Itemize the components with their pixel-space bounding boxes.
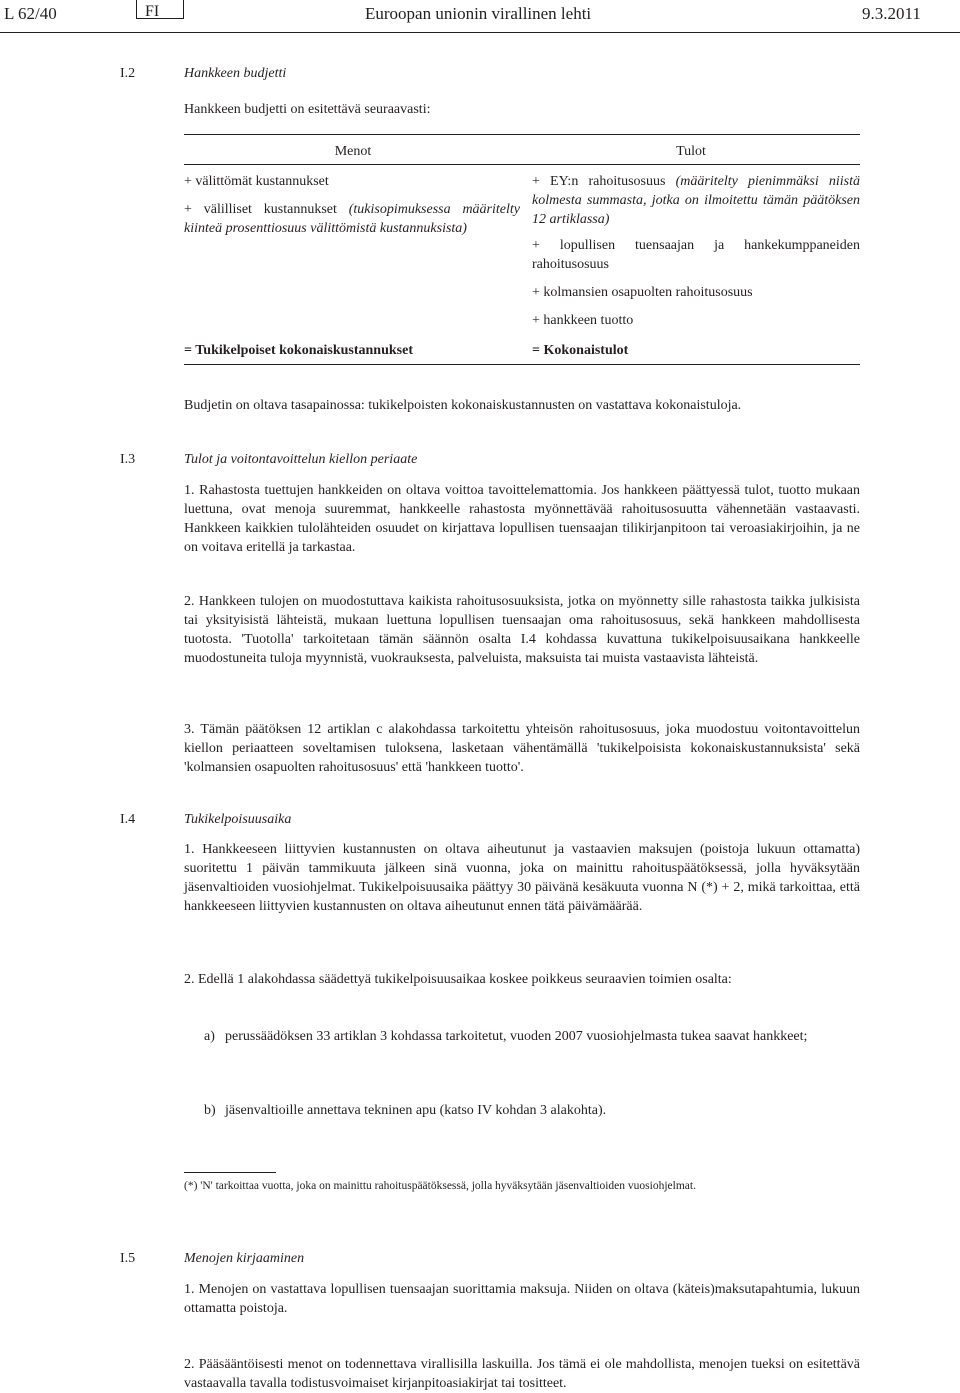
paragraph: 2. Edellä 1 alakohdassa säädettyä tukikelpoisuusaikaa koskee poikkeus seuraavien toimien osalta:: [184, 972, 732, 987]
expense-item: + välittömät kustannukset: [184, 174, 329, 189]
section-title: Menojen kirjaaminen: [184, 1251, 305, 1266]
language-badge: [136, 0, 184, 19]
expense-item: + välilliset kustannukset (tukisopimuksessa määritelty kiinteä prosenttiosuus välittömistä kustannuksista): [184, 202, 520, 236]
total-expenses: = Tukikelpoiset kokonaiskustannukset: [184, 343, 413, 358]
header-rule: [0, 32, 960, 33]
language-code: FI: [145, 3, 160, 20]
section-number: I.2: [120, 66, 136, 81]
income-item: + hankkeen tuotto: [532, 313, 634, 328]
section-title: Hankkeen budjetti: [184, 66, 287, 81]
page-reference: L 62/40: [4, 4, 57, 23]
section-title: Tukikelpoisuusaika: [184, 812, 292, 827]
paragraph: 1. Rahastosta tuettujen hankkeiden on oltava voittoa tavoittelemattomia. Jos hankkeen päättyessä tulot, tuotto mukaan luettuna, ovat menoja suuremmat, hankkeelle rahastosta myönnettävää rahoitusosuutta vähennetään vastaavasti. Hankkeen kaikkien tulolähteiden osuudet on kirjattava lopullisen tuensaajan tilikirjanpitoon tai veroasiakirjoihin, ja ne on voitava eritellä ja tarkastaa.: [184, 483, 860, 555]
section-number: I.5: [120, 1251, 136, 1266]
paragraph: 2. Hankkeen tulojen on muodostuttava kaikista rahoitusosuuksista, jotka on myönnetty sille rahastosta taikka julkisista tai yksityisistä lähteistä, mukaan luettuna lopullisen tuensaajan oma rahoitusosuus, sekä hankkeen mahdollisesta tuotosta. 'Tuotolla' tarkoitetaan tämän säännön osalta I.4 kohdassa kuvattuna tukikelpoisuusaikana hankkeelle muodostuneita tuloja myynnistä, vuokrauksesta, palveluista, maksuista tai muista vastaavista lähteistä.: [184, 594, 860, 666]
paragraph: 3. Tämän päätöksen 12 artiklan c alakohdassa tarkoitettu yhteisön rahoitusosuus, joka muodostuu voitontavoittelun kiellon periaatteen soveltamisen tuloksena, lasketaan vähentämällä 'tukikelpoisista kokonaiskustannuksista' sekä 'kolmansien osapuolten rahoitusosuus' että 'hankkeen tuotto'.: [184, 722, 860, 775]
table-header-rule: [184, 164, 860, 165]
section-number: I.4: [120, 812, 136, 827]
paragraph: 1. Hankkeeseen liittyvien kustannusten on oltava aiheutunut ja vastaavien maksujen (poistoja lukuun ottamatta) suoritettu 1 päivän tammikuuta jälkeen sinä vuonna, joka on mainittu rahoituspäätöksessä, jolla hyväksytään jäsenvaltioiden vuosiohjelmat. Tukikelpoisuusaika päättyy 30 päivänä kesäkuuta vuonna N (*) + 2, mikä tarkoittaa, että hankkeeseen liittyvien kustannusten on oltava aiheutunut ennen tätä päivämäärää.: [184, 842, 860, 914]
list-label: a): [204, 1029, 215, 1044]
table-top-rule: [184, 134, 860, 135]
journal-title: Euroopan unionin virallinen lehti: [365, 4, 592, 23]
budget-balance-note: Budjetin on oltava tasapainossa: tukikelpoisten kokonaiskustannusten on vastattava kokonaistuloja.: [184, 398, 742, 413]
list-item: perussäädöksen 33 artiklan 3 kohdassa tarkoitetut, vuoden 2007 vuosiohjelmasta tukea saavat hankkeet;: [225, 1029, 808, 1044]
income-item: + EY:n rahoitusosuus (määritelty pienimmäksi niistä kolmesta summasta, jotka on ilmoitettu tämän päätöksen 12 artiklassa): [532, 174, 860, 227]
section-intro: Hankkeen budjetti on esitettävä seuraavasti:: [184, 102, 431, 117]
section-number: I.3: [120, 452, 136, 467]
section-title: Tulot ja voitontavoittelun kiellon periaate: [184, 452, 418, 467]
list-item: jäsenvaltioille annettava tekninen apu (katso IV kohdan 3 alakohta).: [225, 1103, 607, 1118]
paragraph: 1. Menojen on vastattava lopullisen tuensaajan suorittamia maksuja. Niiden on oltava (käteis)maksutapahtumia, lukuun ottamatta poistoja.: [184, 1282, 860, 1316]
publication-date: 9.3.2011: [862, 4, 921, 23]
paragraph: 2. Pääsääntöisesti menot on todennettava virallisilla laskuilla. Jos tämä ei ole mahdollista, menojen tueksi on esitettävä vastaavalla tavalla todistusvoimaiset kirjanpitoasiakirjat tai tositteet.: [184, 1357, 860, 1391]
income-item: + lopullisen tuensaajan ja hankekumppaneiden rahoitusosuus: [532, 238, 860, 272]
column-header-expenses: Menot: [334, 144, 372, 159]
footnote: (*) 'N' tarkoittaa vuotta, joka on mainittu rahoituspäätöksessä, jolla hyväksytään jäsenvaltioiden vuosiohjelmat.: [184, 1180, 696, 1192]
column-header-income: Tulot: [676, 144, 706, 159]
income-item: + kolmansien osapuolten rahoitusosuus: [532, 285, 753, 300]
total-income: = Kokonaistulot: [532, 343, 629, 358]
footnote-rule: [184, 1172, 276, 1173]
list-label: b): [204, 1103, 216, 1118]
table-bottom-rule: [184, 364, 860, 365]
